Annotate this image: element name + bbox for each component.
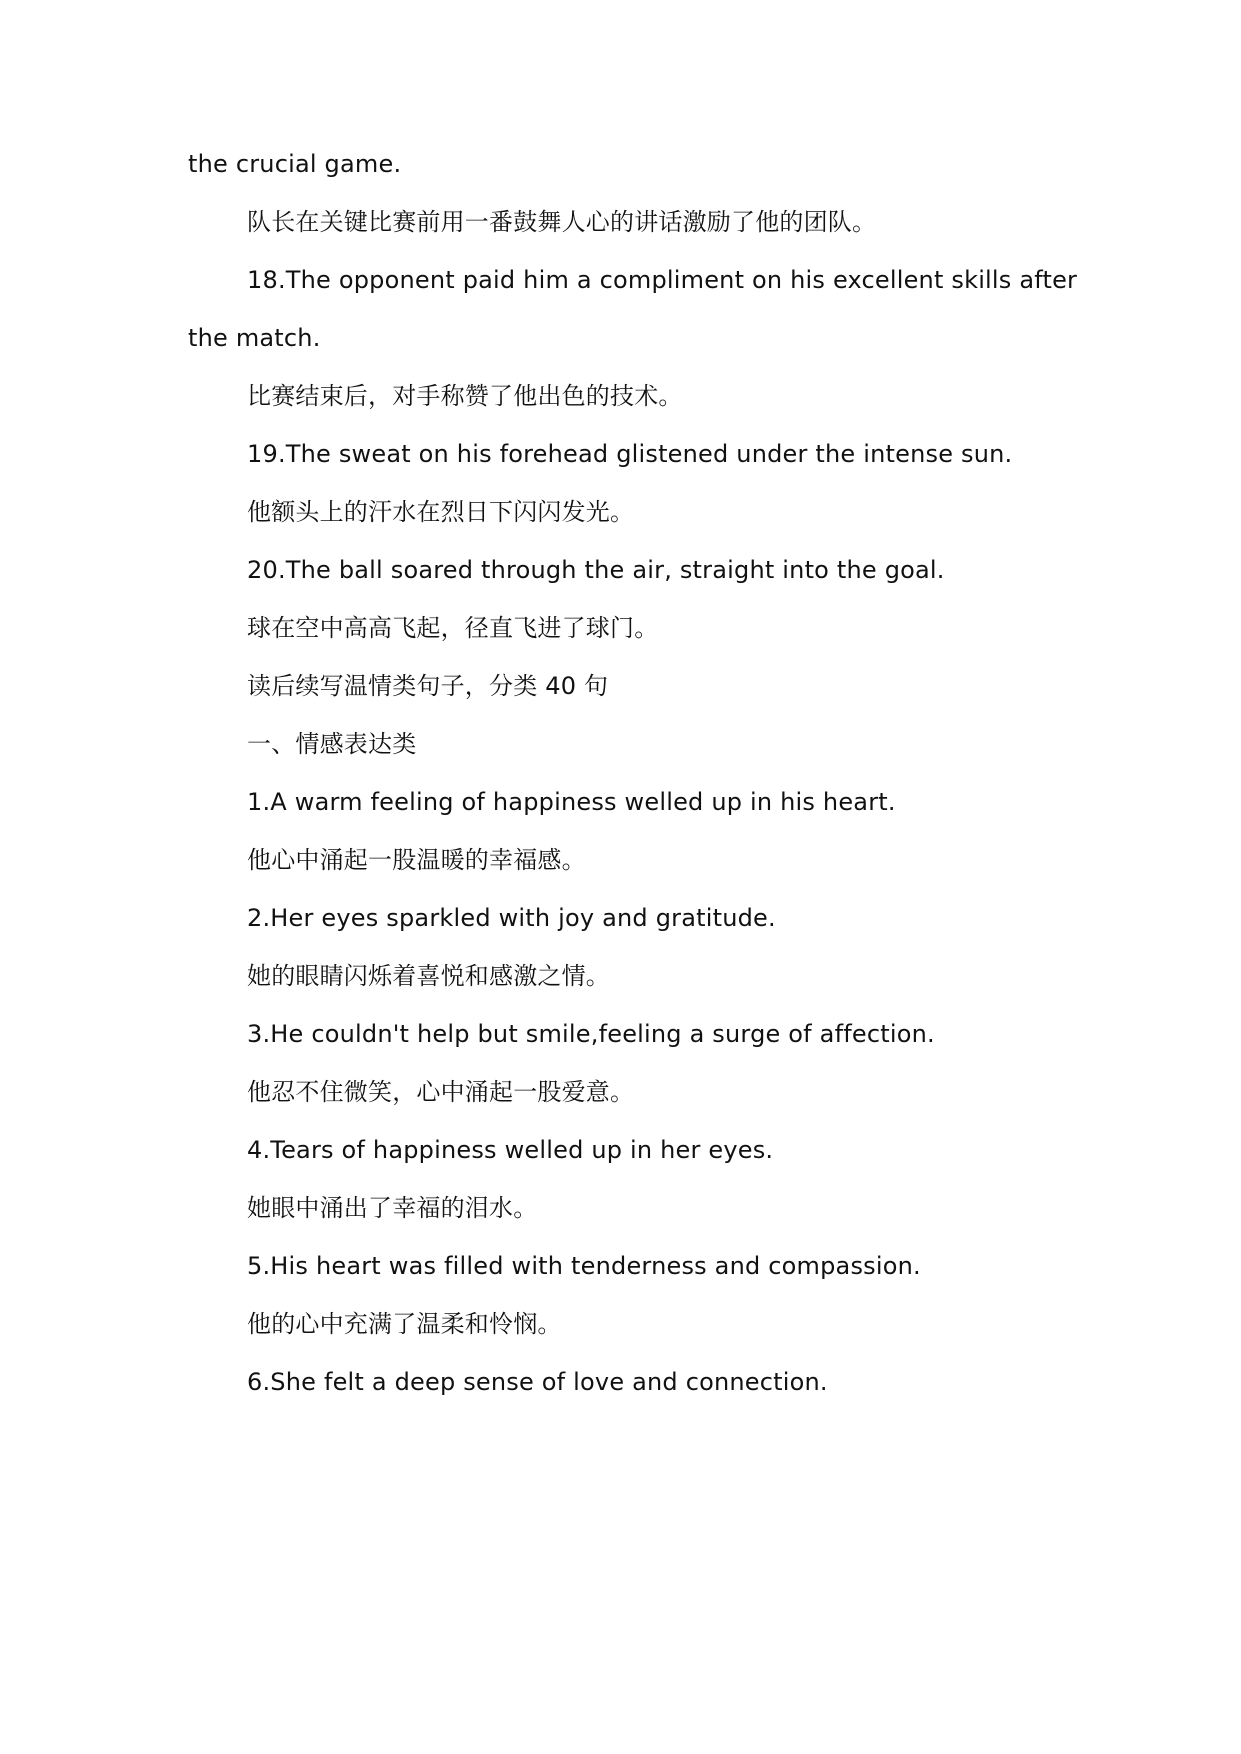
text-line-sentence: 19.The sweat on his forehead glistened under the intense sun. bbox=[247, 440, 1013, 468]
text-line-translation: 他心中涌起一股温暖的幸福感。 bbox=[247, 846, 586, 874]
section-title: 读后续写温情类句子，分类 40 句 bbox=[247, 672, 609, 700]
text-line-sentence: 1.A warm feeling of happiness welled up in his heart. bbox=[247, 788, 896, 816]
text-line-translation: 球在空中高高飞起，径直飞进了球门。 bbox=[247, 614, 659, 642]
text-line-sentence: 18.The opponent paid him a compliment on his excellent skills after bbox=[247, 266, 1078, 294]
text-line-translation: 他额头上的汗水在烈日下闪闪发光。 bbox=[247, 498, 635, 526]
text-line-translation: 她眼中涌出了幸福的泪水。 bbox=[247, 1194, 538, 1222]
text-line-sentence: 5.His heart was filled with tenderness and compassion. bbox=[247, 1252, 921, 1280]
text-line-translation: 队长在关键比赛前用一番鼓舞人心的讲话激励了他的团队。 bbox=[247, 208, 877, 236]
text-line-sentence: 2.Her eyes sparkled with joy and gratitude. bbox=[247, 904, 776, 932]
category-heading: 一、情感表达类 bbox=[247, 730, 417, 758]
text-line-continuation: the crucial game. bbox=[188, 150, 402, 178]
text-line-translation: 她的眼睛闪烁着喜悦和感激之情。 bbox=[247, 962, 610, 990]
text-line-sentence: 3.He couldn't help but smile,feeling a surge of affection. bbox=[247, 1020, 935, 1048]
text-line-continuation: the match. bbox=[188, 324, 321, 352]
text-line-translation: 他的心中充满了温柔和怜悯。 bbox=[247, 1310, 562, 1338]
text-line-sentence: 6.She felt a deep sense of love and connection. bbox=[247, 1368, 828, 1396]
text-line-translation: 比赛结束后，对手称赞了他出色的技术。 bbox=[247, 382, 683, 410]
text-line-translation: 他忍不住微笑，心中涌起一股爱意。 bbox=[247, 1078, 635, 1106]
text-line-sentence: 4.Tears of happiness welled up in her eyes. bbox=[247, 1136, 774, 1164]
text-line-sentence: 20.The ball soared through the air, straight into the goal. bbox=[247, 556, 945, 584]
